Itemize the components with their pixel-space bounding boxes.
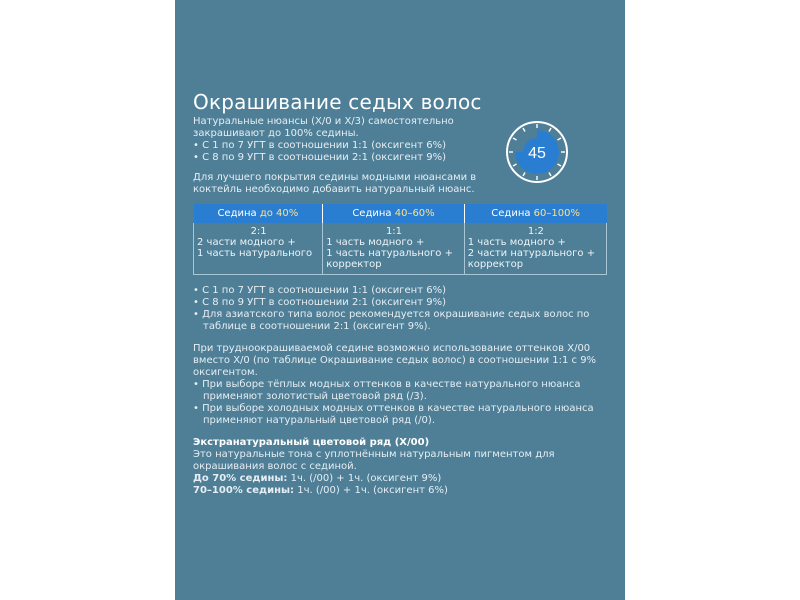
page-title: Окрашивание седых волос [193, 90, 482, 114]
extra-natural-heading: Экстранатуральный цветовой ряд (X/00) [193, 437, 430, 448]
hard-gray-bullet-1: • При выборе тёплых модных оттенков в качестве натурального нюанса применяют золотистый цветовой ряд (/3). [193, 379, 581, 402]
rule-bullet-3: • Для азиатского типа волос рекомендуется окрашивание седых волос по таблице в соотношении 2:1 (оксигент 9%). [193, 309, 590, 332]
table-header-3: Седина 60–100% [464, 204, 606, 223]
rule-bullet-2: • С 8 по 9 УГТ в соотношении 2:1 (оксигент 9%) [193, 297, 446, 308]
table-cell-2: 1:1 1 часть модного + 1 часть натурального + корректор [323, 223, 465, 275]
intro-note: Для лучшего покрытия седины модными нюансами в коктейль необходимо добавить натуральный нюанс. [193, 172, 477, 195]
ratio-label: 2:1 [250, 226, 267, 237]
ratio-label: 1:1 [385, 226, 403, 237]
table-cell-1: 2:1 2 части модного + 1 часть натурального [194, 223, 323, 275]
table-header-1: Седина до 40% [194, 204, 323, 223]
rule-bullet-1: • С 1 по 7 УГТ в соотношении 1:1 (оксигент 6%) [193, 285, 446, 296]
extra-natural-text: Это натуральные тона с уплотнённым натуральным пигментом для окрашивания волос с сединой. [193, 449, 555, 472]
ratio-label: 1:2 [527, 226, 544, 237]
table-cell-3: 1:2 1 часть модного + 2 части натурального + корректор [464, 223, 606, 275]
page-panel [175, 0, 625, 600]
hard-gray-text: При трудноокрашиваемой седине возможно использование оттенков X/00 вместо X/0 (по таблице Окрашивание седых волос) в соотношении 1:1 с 9% оксигентом. [193, 343, 597, 378]
intro-text: Натуральные нюансы (X/0 и X/3) самостоятельно закрашивают до 100% седины. [193, 116, 454, 139]
page-content [193, 90, 603, 497]
hard-gray-bullet-2: • При выборе холодных модных оттенков в качестве натурального нюанса применяют натуральный цветовой ряд (/0). [193, 403, 594, 426]
extra-natural-line-2: 70–100% седины: 1ч. (/00) + 1ч. (оксигент 6%) [193, 485, 448, 496]
intro-bullet-2: • С 8 по 9 УГТ в соотношении 2:1 (оксигент 9%) [193, 152, 446, 163]
table-header-2: Седина 40–60% [323, 204, 465, 223]
extra-natural-line-1: До 70% седины: 1ч. (/00) + 1ч. (оксигент 9%) [193, 473, 442, 484]
timer-value: 45 [528, 145, 546, 162]
intro-bullet-1: • С 1 по 7 УГТ в соотношении 1:1 (оксигент 6%) [193, 140, 446, 151]
timer-icon [505, 120, 569, 184]
gray-coverage-table [193, 204, 607, 275]
